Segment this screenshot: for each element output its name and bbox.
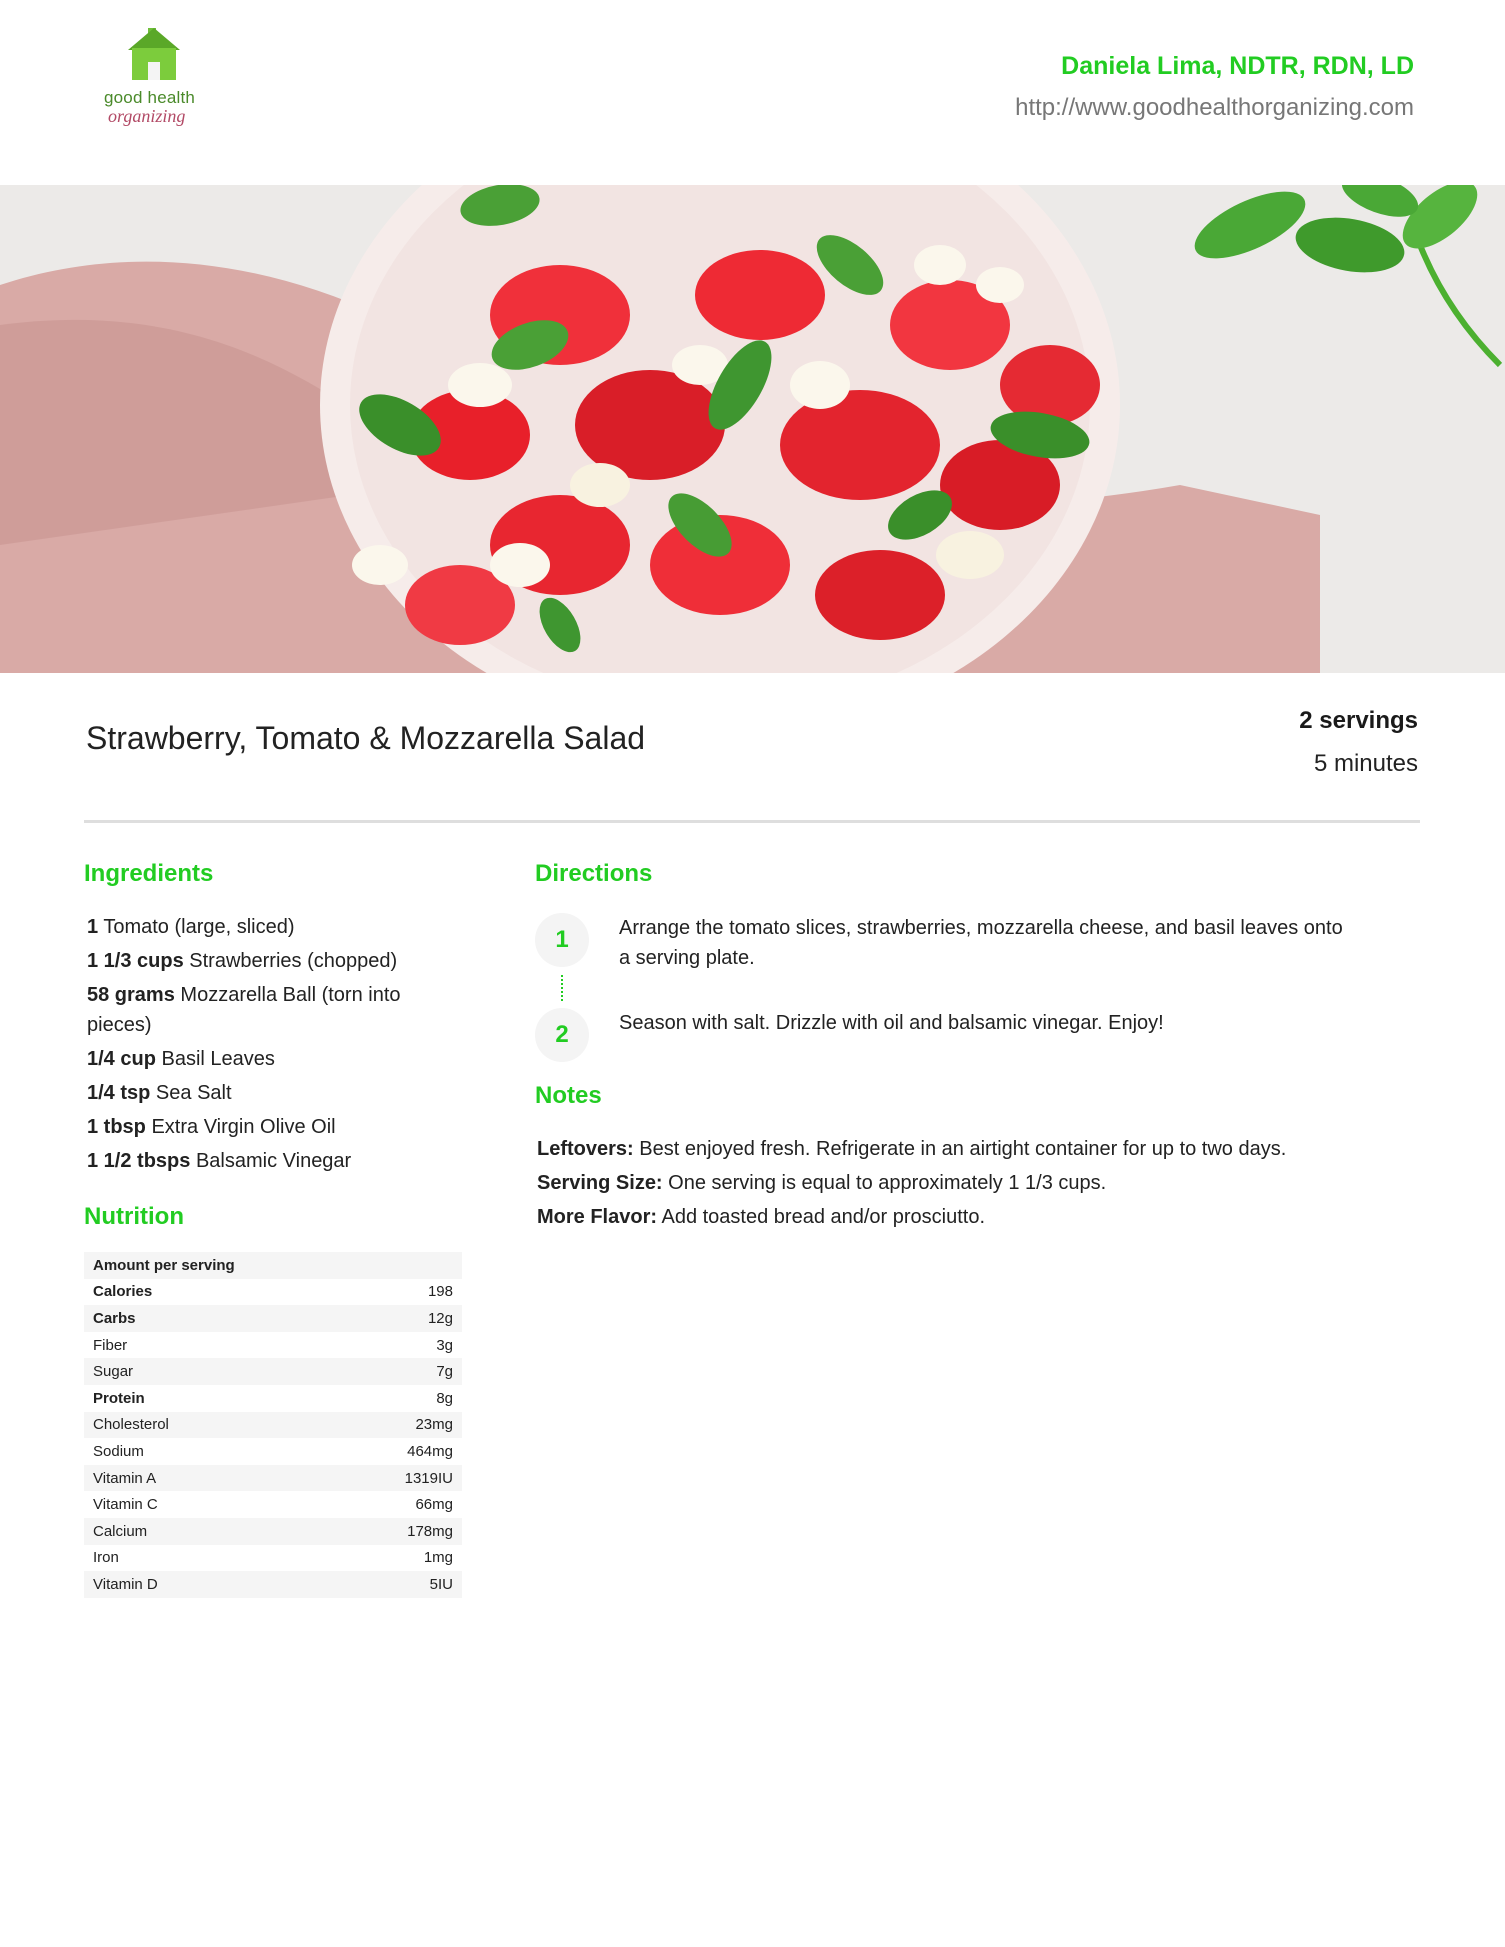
directions-heading: Directions	[535, 860, 653, 887]
ingredients-heading: Ingredients	[84, 860, 214, 887]
logo-line-2: organizing	[108, 106, 186, 126]
ingredient-qty: 1 tbsp	[87, 1116, 146, 1138]
step-text: Season with salt. Drizzle with oil and balsamic vinegar. Enjoy!	[619, 1012, 1164, 1034]
directions-list	[535, 909, 1355, 1099]
servings: 2 servings	[1299, 707, 1418, 734]
nutrient-label: Sugar	[84, 1358, 305, 1385]
nutrient-value: 12g	[305, 1305, 462, 1332]
nutrition-table	[84, 1252, 462, 1598]
ingredient-item	[87, 1044, 467, 1074]
nutrition-row	[84, 1571, 462, 1598]
nutrient-label: Cholesterol	[84, 1412, 305, 1439]
ingredient-qty: 1 1/3 cups	[87, 950, 184, 972]
nutrient-value: 66mg	[415, 1496, 453, 1514]
nutrition-row	[84, 1438, 462, 1465]
nutrient-label: Protein	[93, 1389, 145, 1407]
note-text: Add toasted bread and/or prosciutto.	[657, 1206, 986, 1228]
nutrient-value: 1319IU	[305, 1465, 462, 1492]
note-item	[537, 1200, 1397, 1234]
nutrient-value: 8g	[436, 1389, 453, 1407]
logo-line-1: good health	[104, 88, 196, 107]
ingredient-item	[87, 912, 467, 942]
nutrient-label: Vitamin A	[84, 1465, 305, 1492]
nutrient-label: Carbs	[84, 1305, 305, 1332]
ingredient-item	[87, 980, 467, 1040]
step-text: Arrange the tomato slices, strawberries, mozzarella cheese, and basil leaves onto a serving plate.	[619, 917, 1343, 969]
ingredient-qty: 1 1/2 tbsps	[87, 1150, 191, 1172]
nutrient-label: Sodium	[93, 1442, 144, 1460]
nutrient-label: Calcium	[84, 1518, 305, 1545]
prep-time: 5 minutes	[1313, 750, 1418, 777]
ingredient-item	[87, 1112, 467, 1142]
nutrition-row	[84, 1465, 462, 1492]
nutrient-value: 464mg	[407, 1442, 453, 1460]
step-number: 2	[535, 1008, 589, 1062]
logo	[88, 28, 218, 143]
author-name: Daniela Lima, NDTR, RDN, LD	[1061, 52, 1414, 80]
nutrient-label: Vitamin D	[84, 1571, 305, 1598]
nutrient-label: Vitamin C	[93, 1496, 158, 1514]
ingredient-name: Tomato (large, sliced)	[103, 916, 295, 938]
ingredient-name: Basil Leaves	[161, 1048, 275, 1070]
nutrition-caption: Amount per serving	[84, 1252, 462, 1279]
nutrient-label: Iron	[93, 1549, 119, 1567]
nutrition-row	[84, 1545, 462, 1572]
note-label: More Flavor:	[537, 1206, 658, 1228]
ingredient-name: Mozzarella Ball (torn into pieces)	[87, 984, 401, 1036]
note-item	[537, 1166, 1397, 1200]
ingredient-name: Strawberries (chopped)	[189, 950, 398, 972]
notes-heading: Notes	[535, 1082, 602, 1109]
nutrition-row	[84, 1518, 462, 1545]
nutrient-value: 3g	[436, 1336, 453, 1354]
ingredient-name: Balsamic Vinegar	[195, 1150, 352, 1172]
ingredient-item	[87, 946, 467, 976]
direction-step	[535, 909, 1355, 1004]
divider	[84, 820, 1420, 823]
step-connector	[561, 975, 563, 1001]
nutrition-row	[84, 1491, 462, 1518]
nutrient-label: Calories	[93, 1283, 153, 1301]
ingredient-qty: 58 grams	[87, 984, 175, 1006]
nutrition-row	[84, 1332, 462, 1359]
ingredient-qty: 1/4 tsp	[87, 1082, 151, 1104]
ingredient-name: Extra Virgin Olive Oil	[151, 1116, 336, 1138]
nutrition-row	[84, 1385, 462, 1412]
nutrient-label: Fiber	[93, 1336, 128, 1354]
note-label: Leftovers:	[537, 1138, 634, 1160]
direction-step	[535, 1004, 1355, 1099]
nutrient-value: 7g	[305, 1358, 462, 1385]
ingredient-qty: 1	[87, 916, 99, 938]
ingredient-qty: 1/4 cup	[87, 1048, 156, 1070]
note-text: One serving is equal to approximately 1 1/3 cups.	[662, 1172, 1107, 1194]
nutrition-row	[84, 1279, 462, 1306]
step-number: 1	[535, 913, 589, 967]
recipe-title: Strawberry, Tomato & Mozzarella Salad	[86, 720, 646, 756]
ingredient-item	[87, 1078, 467, 1108]
ingredient-name: Sea Salt	[155, 1082, 232, 1104]
nutrient-value: 178mg	[305, 1518, 462, 1545]
recipe-photo	[0, 185, 1505, 673]
nutrition-row	[84, 1412, 462, 1439]
nutrient-value: 23mg	[305, 1412, 462, 1439]
ingredients-list	[87, 912, 467, 1180]
ingredient-item	[87, 1146, 467, 1176]
nutrition-heading: Nutrition	[84, 1203, 184, 1230]
nutrient-value: 198	[427, 1283, 453, 1301]
website-link[interactable]: http://www.goodhealthorganizing.com	[1015, 94, 1414, 121]
nutrient-value: 5IU	[305, 1571, 462, 1598]
note-text: Best enjoyed fresh. Refrigerate in an airtight container for up to two days.	[633, 1138, 1287, 1160]
nutrition-caption-row	[84, 1252, 462, 1279]
note-item	[537, 1132, 1397, 1166]
notes-list	[537, 1132, 1397, 1234]
note-label: Serving Size:	[537, 1172, 663, 1194]
nutrition-row	[84, 1358, 462, 1385]
nutrition-row	[84, 1305, 462, 1332]
nutrient-value: 1mg	[423, 1549, 453, 1567]
